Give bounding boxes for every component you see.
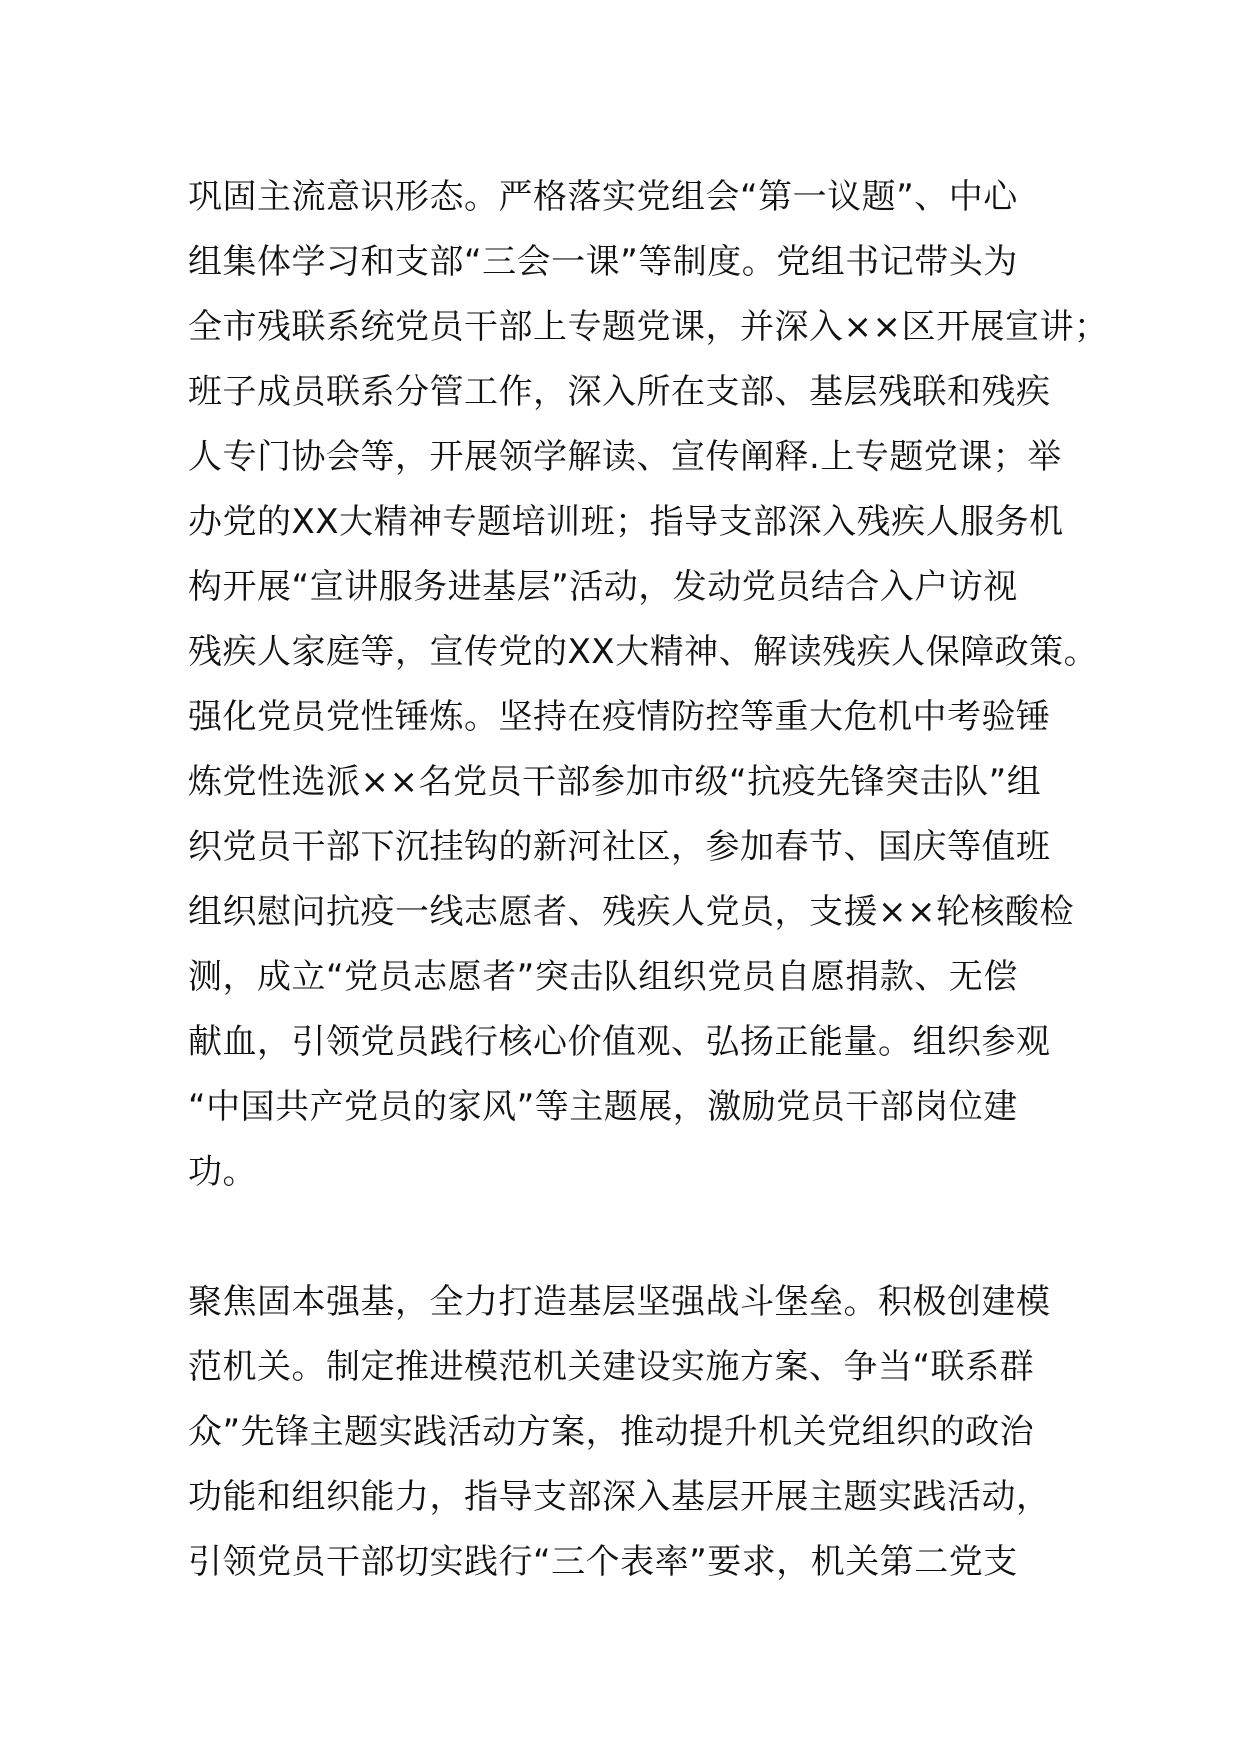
text-line: 功。: [188, 1152, 257, 1192]
text-line: 人专门协会等，开展领学解读、宣传阐释.上专题党课；举: [188, 437, 1062, 477]
text-line: 功能和组织能力，指导支部深入基层开展主题实践活动，: [188, 1477, 1051, 1517]
text-line: 织党员干部下沉挂钩的新河社区，参加春节、国庆等值班: [188, 827, 1051, 867]
paragraph-grassroots: [188, 1270, 1088, 1595]
text-line: 强化党员党性锤炼。坚持在疫情防控等重大危机中考验锤: [188, 697, 1051, 737]
text-line: 聚焦固本强基，全力打造基层坚强战斗堡垒。积极创建模: [188, 1282, 1051, 1322]
text-line: 范机关。制定推进模范机关建设实施方案、争当“联系群: [188, 1347, 1035, 1387]
text-line: 全市残联系统党员干部上专题党课，并深入××区开展宣讲；: [188, 307, 1109, 347]
text-line: 炼党性选派××名党员干部参加市级“抗疫先锋突击队”组: [188, 762, 1042, 802]
text-line: 残疾人家庭等，宣传党的XX大精神、解读残疾人保障政策。: [188, 632, 1099, 672]
text-line: 测，成立“党员志愿者”突击队组织党员自愿捐款、无偿: [188, 957, 1018, 997]
text-line: 组集体学习和支部“三会一课”等制度。党组书记带头为: [188, 242, 1018, 282]
text-line: 引领党员干部切实践行“三个表率”要求，机关第二党支: [188, 1542, 1018, 1582]
text-line: “中国共产党员的家风”等主题展，激励党员干部岗位建: [188, 1087, 1018, 1127]
text-line: 构开展“宣讲服务进基层”活动，发动党员结合入户访视: [188, 567, 1018, 607]
text-line: 献血，引领党员践行核心价值观、弘扬正能量。组织参观: [188, 1022, 1051, 1062]
text-line: 办党的XX大精神专题培训班；指导支部深入残疾人服务机: [188, 502, 1064, 542]
text-line: 组织慰问抗疫一线志愿者、残疾人党员，支援××轮核酸检: [188, 892, 1074, 932]
text-line: 巩固主流意识形态。严格落实党组会“第一议题”、中心: [188, 177, 1018, 217]
text-line: 众”先锋主题实践活动方案，推动提升机关党组织的政治: [188, 1412, 1035, 1452]
paragraph-ideology: [188, 165, 1109, 1205]
text-line: 班子成员联系分管工作，深入所在支部、基层残联和残疾: [188, 372, 1051, 412]
